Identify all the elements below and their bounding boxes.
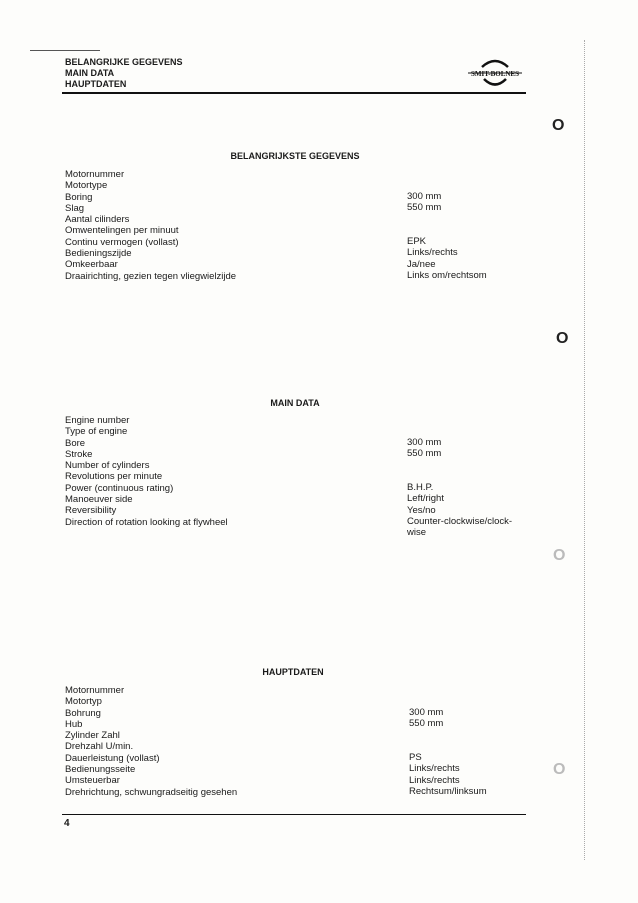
label: Motornummer [65,685,125,696]
section-labels-en [65,415,228,528]
document-header [65,57,183,90]
value-rotation-cont: wise [407,527,427,539]
footer-rule [62,814,526,815]
label: Slag [65,202,85,214]
header-rule [62,92,526,94]
punch-hole-icon: O [553,547,566,564]
page-edge [584,40,587,860]
label: Motornummer [65,169,125,180]
label: Motortype [65,180,108,192]
header-line-nl: BELANGRIJKE GEGEVENS [65,57,183,67]
value-stroke: 550 mm [409,718,444,730]
value-stroke: 550 mm [407,202,442,214]
value-rotation: Counter-clockwise/clock- [407,516,513,528]
label: Number of cylinders [65,460,150,472]
label: Draairichting, gezien tegen vliegwielzijde [65,270,237,282]
label: Omkeerbaar [65,259,118,271]
punch-hole-icon: O [552,117,565,134]
value-reversible: Ja/nee [407,258,436,270]
value-bore: 300 mm [409,707,444,718]
label: Dauerleistung (vollast) [65,752,160,764]
label: Engine number [65,415,130,426]
smit-bolnes-logo [460,52,530,94]
label: Motortyp [65,696,102,708]
header-thin-rule [30,50,100,51]
header-line-de: HAUPTDATEN [65,79,127,89]
value-bore: 300 mm [407,191,442,202]
label: Bedieningszijde [65,248,132,260]
label: Revolutions per minute [65,471,163,483]
section-labels-de [65,685,237,798]
value-rotation: Links om/rechtsom [407,270,487,282]
label: Power (continuous rating) [65,482,174,494]
section-values-en [407,437,512,539]
label: Zylinder Zahl [65,730,120,742]
value-power: PS [409,752,422,764]
punch-hole-icon: O [553,761,566,778]
section-values-de [409,707,487,797]
section-labels-nl [65,169,236,282]
value-side: Links/rechts [409,763,460,775]
section-values-nl [407,191,487,281]
logo-text: SMIT-BOLNES [471,70,519,78]
header-line-en: MAIN DATA [65,68,115,78]
value-power: B.H.P. [407,482,434,494]
label: Hub [65,718,83,730]
value-side: Links/rechts [407,247,458,259]
label: Drehrichtung, schwungradseitig gesehen [65,786,238,798]
label: Aantal cilinders [65,214,130,226]
label: Reversibility [65,505,117,517]
label: Umsteuerbar [65,775,120,787]
value-bore: 300 mm [407,437,442,448]
label: Bohrung [65,707,101,719]
label: Manoeuver side [65,494,133,506]
section-title-de: HAUPTDATEN [262,667,324,677]
label: Type of engine [65,426,128,438]
section-title-nl: BELANGRIJKSTE GEGEVENS [230,151,360,161]
punch-hole-icon: O [556,330,569,347]
label: Bore [65,437,86,449]
value-rotation: Rechtsum/linksum [409,786,487,798]
label: Continu vermogen (vollast) [65,236,179,248]
label: Boring [65,191,93,203]
value-reversible: Yes/no [407,504,436,516]
label: Stroke [65,448,93,460]
section-title-en: MAIN DATA [270,398,320,408]
value-stroke: 550 mm [407,448,442,460]
label: Direction of rotation looking at flywheel [65,516,228,528]
page-number: 4 [64,818,70,829]
value-side: Left/right [407,493,444,505]
label: Bedienungsseite [65,764,136,776]
value-power: EPK [407,236,427,248]
value-reversible: Links/rechts [409,774,460,786]
label: Omwentelingen per minuut [65,225,179,237]
label: Drehzahl U/min. [65,741,134,753]
